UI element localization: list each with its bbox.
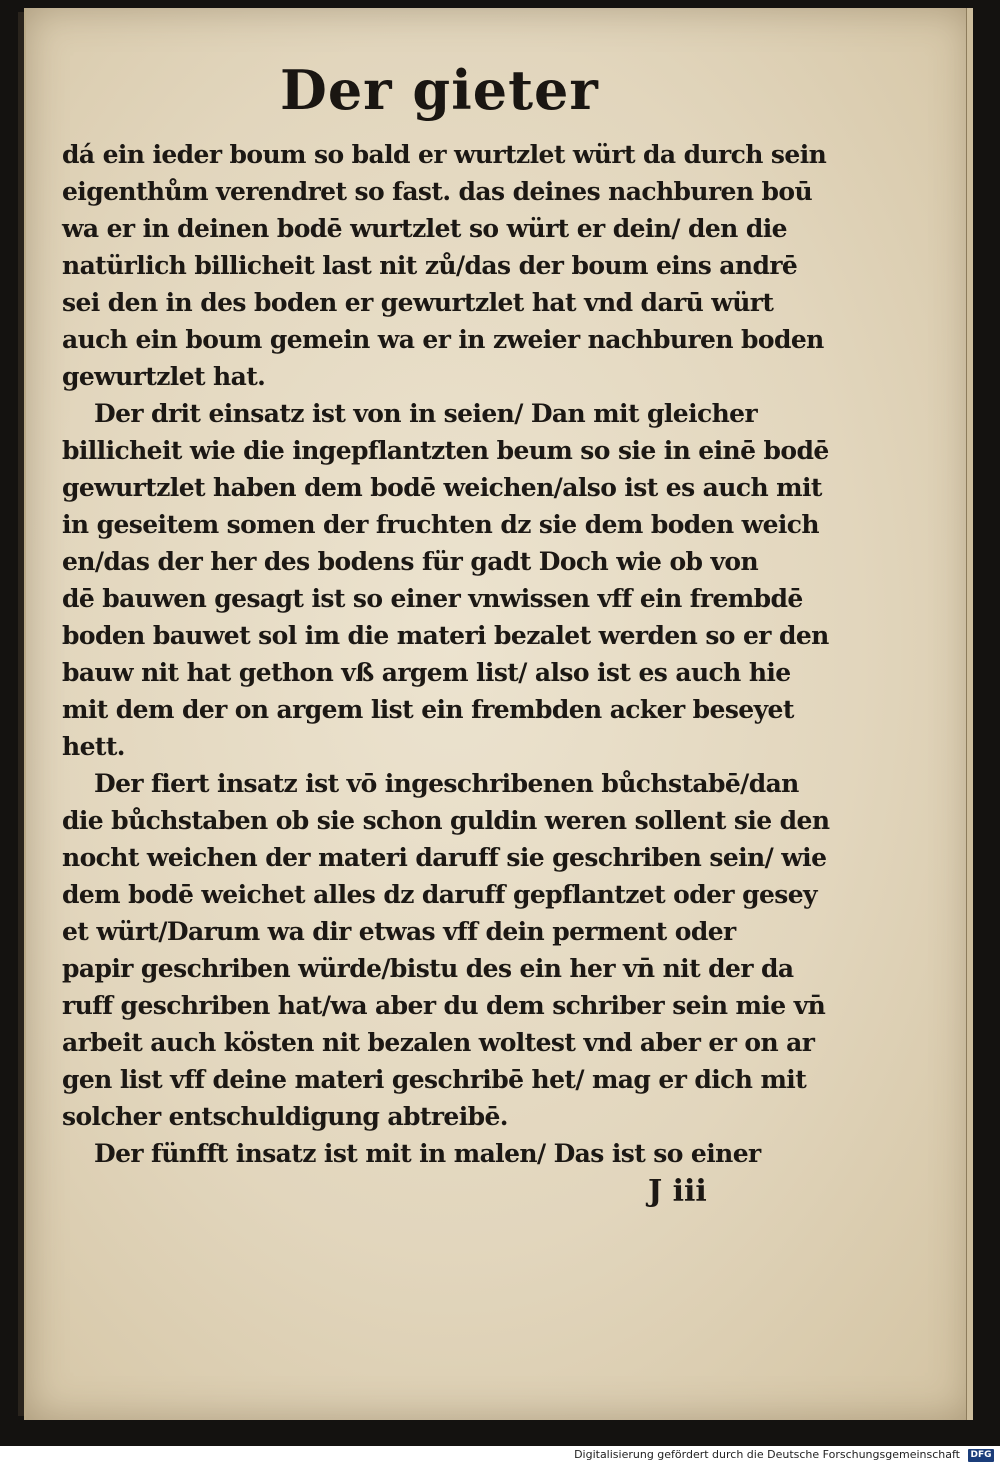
text-line: mit dem der on argem list ein frembden acker beseyet xyxy=(62,695,794,724)
text-line: en/das der her des bodens für gadt Doch wie ob von xyxy=(62,547,759,576)
funding-credit: Digitalisierung gefördert durch die Deutsche Forschungsgemeinschaft xyxy=(574,1448,960,1461)
text-line: Der drit einsatz ist von in seien/ Dan mit gleicher xyxy=(94,399,758,428)
text-line: bauw nit hat gethon vß argem list/ also ist es auch hie xyxy=(62,658,791,687)
signature-mark: J iii xyxy=(648,1174,707,1209)
text-line: arbeit auch kösten nit bezalen woltest vnd aber er on ar xyxy=(62,1028,815,1057)
text-line: papir geschriben würde/bistu des ein her vn̄ nit der da xyxy=(62,954,794,983)
text-line: dē bauwen gesagt ist so einer vnwissen vff ein frembdē xyxy=(62,584,803,613)
text-line: billicheit wie die ingepflantzten beum so sie in einē bodē xyxy=(62,436,829,465)
text-line: eigenthům verendret so fast. das deines nachburen boū xyxy=(62,177,813,206)
footer-bar xyxy=(0,1446,1000,1466)
text-line: nocht weichen der materi daruff sie geschriben sein/ wie xyxy=(62,843,827,872)
text-line: gewurtzlet haben dem bodē weichen/also ist es auch mit xyxy=(62,473,822,502)
text-line: ruff geschriben hat/wa aber du dem schriber sein mie vn̄ xyxy=(62,991,826,1020)
text-line: wa er in deinen bodē wurtzlet so würt er dein/ den die xyxy=(62,214,787,243)
text-line: auch ein boum gemein wa er in zweier nachburen boden xyxy=(62,325,824,354)
text-line: boden bauwet sol im die materi bezalet werden so er den xyxy=(62,621,829,650)
text-line: dá ein ieder boum so bald er wurtzlet würt da durch sein xyxy=(62,140,827,169)
running-head: Der gieter xyxy=(280,58,599,122)
text-line: et würt/Darum wa dir etwas vff dein perment oder xyxy=(62,917,736,946)
text-line: gewurtzlet hat. xyxy=(62,362,266,391)
text-line: Der fünfft insatz ist mit in malen/ Das ist so einer xyxy=(94,1139,761,1168)
text-line: gen list vff deine materi geschribē het/ mag er dich mit xyxy=(62,1065,807,1094)
text-line: die bůchstaben ob sie schon guldin weren sollent sie den xyxy=(62,806,830,835)
dfg-logo-icon: DFG xyxy=(968,1449,994,1462)
text-line: natürlich billicheit last nit zů/das der boum eins andrē xyxy=(62,251,798,280)
text-block xyxy=(62,136,830,1172)
text-line: dem bodē weichet alles dz daruff gepflantzet oder gesey xyxy=(62,880,817,909)
text-line: Der fiert insatz ist vō ingeschribenen bůchstabē/dan xyxy=(94,769,799,798)
text-line: sei den in des boden er gewurtzlet hat vnd darū würt xyxy=(62,288,774,317)
text-line: hett. xyxy=(62,732,125,761)
text-line: solcher entschuldigung abtreibē. xyxy=(62,1102,508,1131)
text-line: in geseitem somen der fruchten dz sie dem boden weich xyxy=(62,510,819,539)
page-fore-edge xyxy=(966,8,973,1420)
